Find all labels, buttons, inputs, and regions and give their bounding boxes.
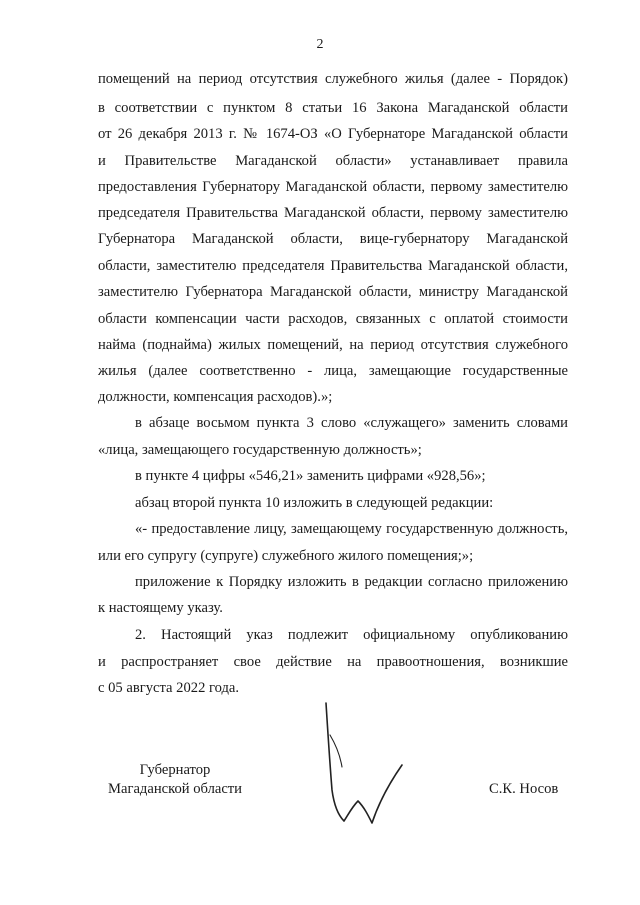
body-line: заместителю Губернатора Магаданской области, министру Магаданской xyxy=(98,284,568,300)
signatory-title-line-1: Губернатор xyxy=(139,762,211,778)
body-line: в абзаце восьмом пункта 3 слово «служащего» заменить словами xyxy=(135,415,568,431)
body-line: предоставления Губернатору Магаданской области, первому заместителю xyxy=(98,179,568,195)
body-line: и Правительстве Магаданской области» устанавливает правила xyxy=(98,153,568,169)
body-line: с 05 августа 2022 года. xyxy=(98,680,240,696)
body-line: в соответствии с пунктом 8 статьи 16 Закона Магаданской области xyxy=(98,100,568,116)
body-line: приложение к Порядку изложить в редакции согласно приложению xyxy=(135,574,568,590)
signatory-name: С.К. Носов xyxy=(489,781,559,797)
body-line: или его супругу (супруге) служебного жилого помещения;»; xyxy=(98,548,474,564)
body-line: 2. Настоящий указ подлежит официальному опубликованию xyxy=(135,627,568,643)
handwritten-signature xyxy=(318,695,418,835)
body-line: и распространяет свое действие на правоотношения, возникшие xyxy=(98,654,568,670)
body-line: Губернатора Магаданской области, вице-губернатору Магаданской xyxy=(98,231,568,247)
body-line: председателя Правительства Магаданской области, первому заместителю xyxy=(98,205,568,221)
body-line: области компенсации части расходов, связанных с оплатой стоимости xyxy=(98,311,568,327)
body-line: «лица, замещающего государственную должность»; xyxy=(98,442,422,458)
body-line: от 26 декабря 2013 г. № 1674-ОЗ «О Губернаторе Магаданской области xyxy=(98,126,568,142)
page-number: 2 xyxy=(316,37,324,52)
body-line: помещений на период отсутствия служебного жилья (далее - Порядок) xyxy=(98,71,568,87)
body-line: к настоящему указу. xyxy=(98,600,223,616)
body-line: должности, компенсация расходов).»; xyxy=(98,389,333,405)
body-line: «- предоставление лицу, замещающему государственную должность, xyxy=(135,521,568,537)
body-line: в пункте 4 цифры «546,21» заменить цифрами «928,56»; xyxy=(135,468,486,484)
body-line: найма (поднайма) жилых помещений, на период отсутствия служебного xyxy=(98,337,568,353)
body-line: абзац второй пункта 10 изложить в следующей редакции: xyxy=(135,495,494,511)
body-line: области, заместителю председателя Правительства Магаданской области, xyxy=(98,258,568,274)
body-line: жилья (далее соответственно - лица, замещающие государственные xyxy=(98,363,568,379)
signatory-title-line-2: Магаданской области xyxy=(108,781,242,797)
